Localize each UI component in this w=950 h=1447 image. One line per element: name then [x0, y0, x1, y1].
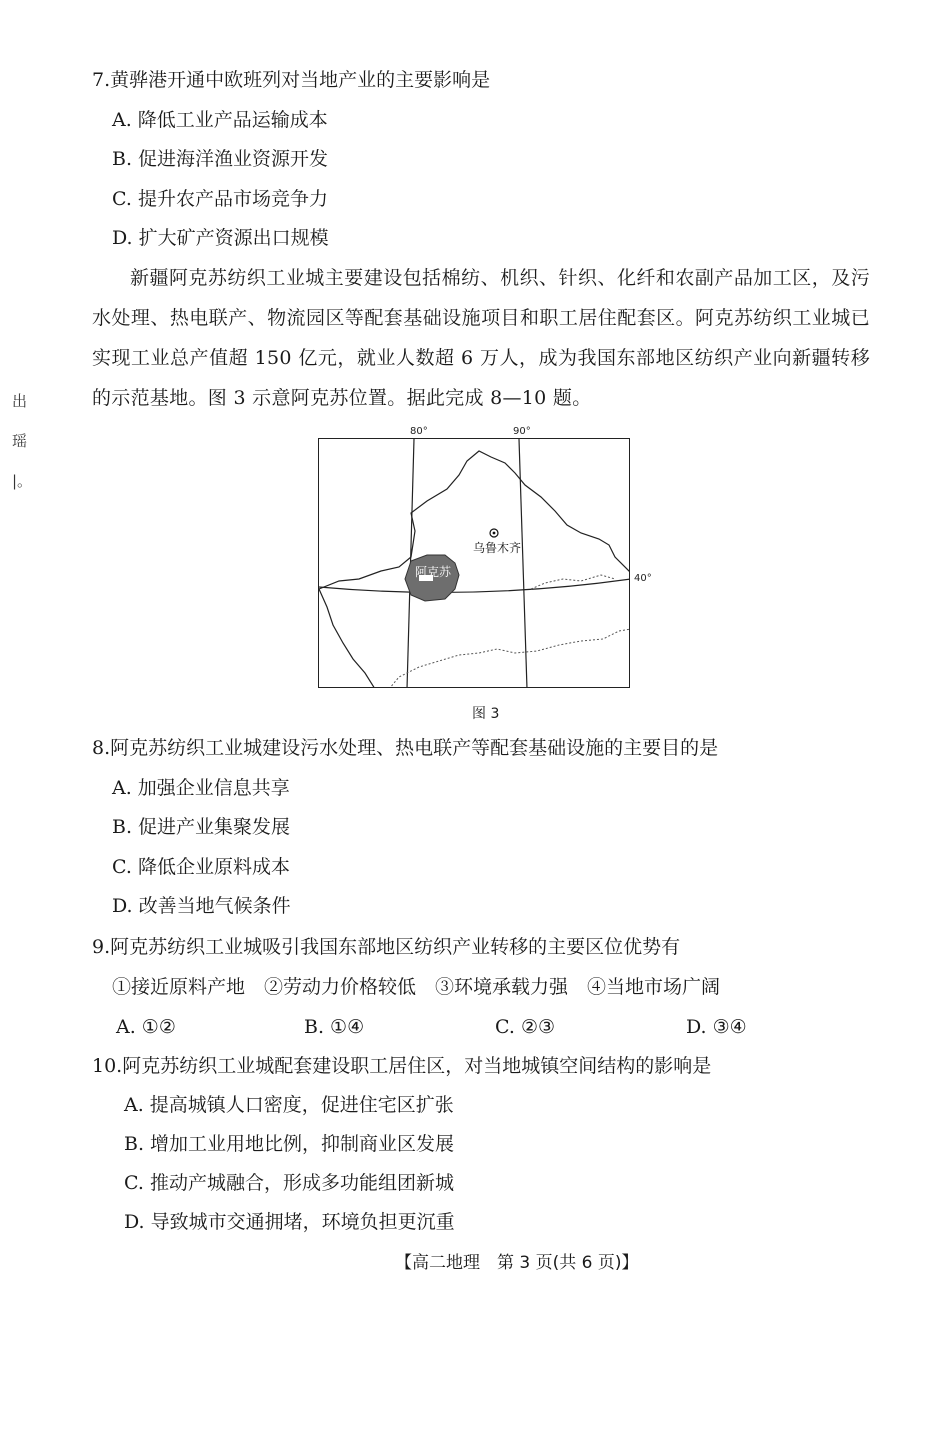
- page-footer: 【高二地理 第 3 页(共 6 页)】: [395, 1253, 639, 1273]
- q7-option-c: C. 提升农产品市场竞争力: [112, 188, 328, 210]
- q8-stem: 8.阿克苏纺织工业城建设污水处理、热电联产等配套基础设施的主要目的是: [92, 737, 719, 759]
- urumqi-symbol-dot: [493, 532, 496, 535]
- margin-mark-3: |。: [12, 472, 33, 490]
- figure-caption: 图 3: [472, 706, 500, 722]
- margin-mark-2: 瑶: [12, 432, 28, 450]
- q9-choice-c: C. ②③: [495, 1016, 556, 1038]
- map-drawing: [319, 439, 630, 688]
- map-figure: [318, 438, 630, 688]
- q9-choice-a: A. ①②: [116, 1016, 176, 1038]
- region-border-south: [389, 629, 630, 688]
- region-border-north: [319, 451, 630, 589]
- q10-option-d: D. 导致城市交通拥堵，环境负担更沉重: [124, 1211, 455, 1233]
- urumqi-label: 乌鲁木齐: [473, 541, 522, 555]
- lon-label-90: 90°: [513, 426, 531, 437]
- q9-items: ①接近原料产地 ②劳动力价格较低 ③环境承载力强 ④当地市场广阔: [112, 976, 721, 998]
- q8-option-b: B. 促进产业集聚发展: [112, 816, 291, 838]
- meridian-90: [519, 439, 527, 688]
- q7-stem: 7.黄骅港开通中欧班列对当地产业的主要影响是: [92, 69, 491, 91]
- lon-label-80: 80°: [410, 426, 428, 437]
- q10-option-b: B. 增加工业用地比例，抑制商业区发展: [124, 1133, 455, 1155]
- q8-option-d: D. 改善当地气候条件: [112, 895, 291, 917]
- region-border-west: [319, 589, 375, 688]
- q9-stem: 9.阿克苏纺织工业城吸引我国东部地区纺织产业转移的主要区位优势有: [92, 936, 681, 958]
- q10-option-c: C. 推动产城融合，形成多功能组团新城: [124, 1172, 454, 1194]
- inner-boundary: [531, 575, 615, 589]
- lat-label-40: 40°: [634, 573, 652, 584]
- q10-option-a: A. 提高城镇人口密度，促进住宅区扩张: [124, 1094, 454, 1116]
- q7-option-b: B. 促进海洋渔业资源开发: [112, 148, 329, 170]
- q9-choice-d: D. ③④: [686, 1016, 747, 1038]
- q7-option-a: A. 降低工业产品运输成本: [112, 109, 328, 131]
- q9-choice-b: B. ①④: [304, 1016, 365, 1038]
- q7-option-d: D. 扩大矿产资源出口规模: [112, 227, 329, 249]
- q8-option-a: A. 加强企业信息共享: [112, 777, 290, 799]
- parallel-40: [319, 579, 630, 592]
- margin-mark-1: 出: [12, 392, 28, 410]
- q8-option-c: C. 降低企业原料成本: [112, 856, 290, 878]
- aksu-label: 阿克苏: [415, 565, 452, 579]
- q10-stem: 10.阿克苏纺织工业城配套建设职工居住区，对当地城镇空间结构的影响是: [92, 1055, 712, 1077]
- passage-text: 新疆阿克苏纺织工业城主要建设包括棉纺、机织、针织、化纤和农副产品加工区，及污水处理、热电联产、物流园区等配套基础设施项目和职工居住配套区。阿克苏纺织工业城已实现工业总产值超 150 亿元，就业人数超 6 万人，成为我国东部地区纺织产业向新疆转移的示范基地。图 3 示意阿克苏位置。据此完成 8—10 题。: [92, 267, 870, 409]
